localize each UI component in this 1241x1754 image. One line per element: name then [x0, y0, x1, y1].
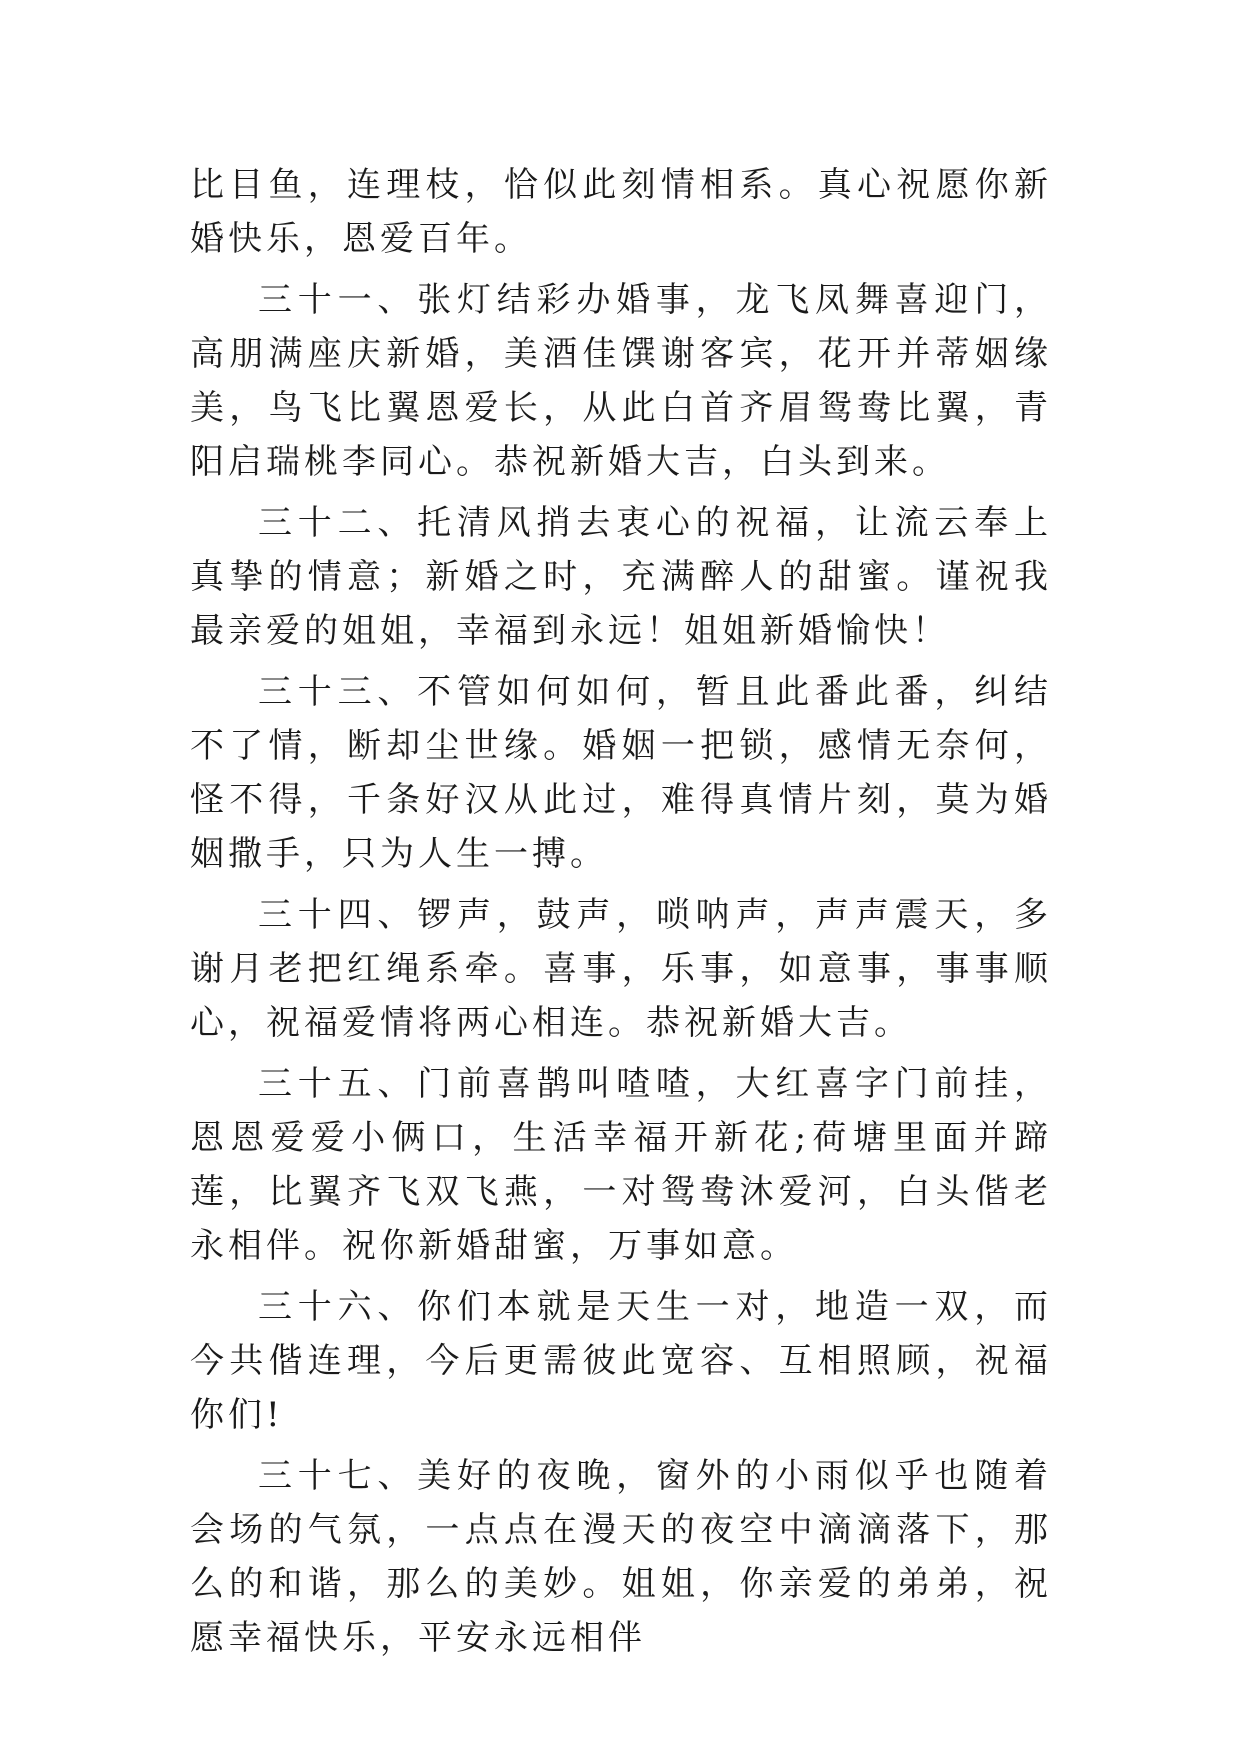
- paragraph-continuation: 比目鱼，连理枝，恰似此刻情相系。真心祝愿你新婚快乐，恩爱百年。: [190, 165, 1052, 259]
- paragraph-31: 三十一、张灯结彩办婚事，龙飞凤舞喜迎门，高朋满座庆新婚，美酒佳馔谢客宾，花开并蒂姻缘美，鸟飞比翼恩爱长，从此白首齐眉鸳鸯比翼，青阳启瑞桃李同心。恭祝新婚大吉，白头到来。: [190, 280, 1052, 482]
- paragraph-35: 三十五、门前喜鹊叫喳喳，大红喜字门前挂，恩恩爱爱小俩口，生活幸福开新花;荷塘里面并蹄莲，比翼齐飞双飞燕，一对鸳鸯沐爱河，白头偕老永相伴。祝你新婚甜蜜，万事如意。: [190, 1064, 1052, 1266]
- paragraph-36: 三十六、你们本就是天生一对，地造一双，而今共偕连理，今后更需彼此宽容、互相照顾，祝福你们!: [190, 1287, 1052, 1435]
- paragraph-32: 三十二、托清风捎去衷心的祝福，让流云奉上真挚的情意；新婚之时，充满醉人的甜蜜。谨祝我最亲爱的姐姐，幸福到永远！姐姐新婚愉快！: [190, 503, 1052, 651]
- paragraph-34: 三十四、锣声，鼓声，唢呐声，声声震天，多谢月老把红绳系牵。喜事，乐事，如意事，事事顺心，祝福爱情将两心相连。恭祝新婚大吉。: [190, 895, 1052, 1043]
- paragraph-37: 三十七、美好的夜晚，窗外的小雨似乎也随着会场的气氛，一点点在漫天的夜空中滴滴落下，那么的和谐，那么的美妙。姐姐，你亲爱的弟弟，祝愿幸福快乐，平安永远相伴: [190, 1456, 1052, 1658]
- document-body: [190, 158, 1052, 1672]
- paragraph-33: 三十三、不管如何如何，暂且此番此番，纠结不了情，断却尘世缘。婚姻一把锁，感情无奈何，怪不得，千条好汉从此过，难得真情片刻，莫为婚姻撒手，只为人生一搏。: [190, 672, 1052, 874]
